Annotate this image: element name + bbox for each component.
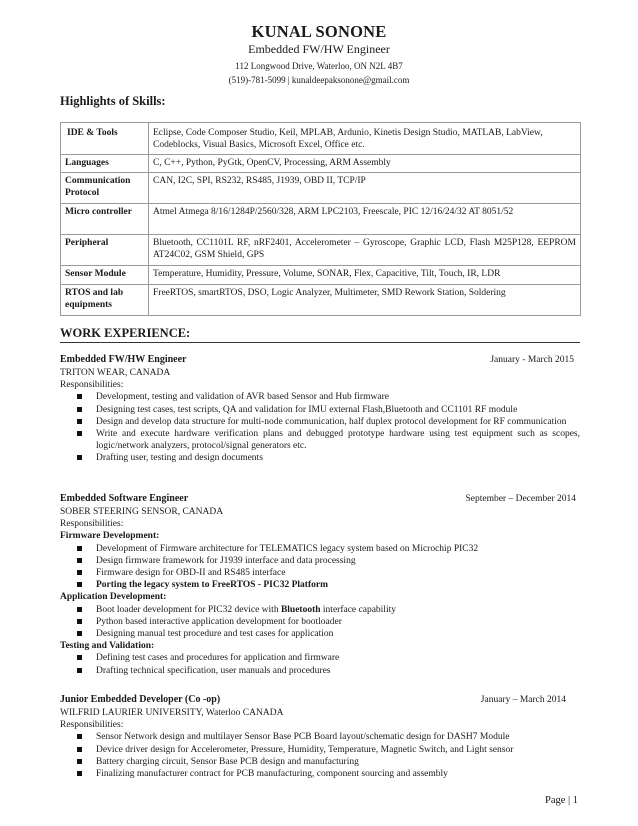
bullet-icon xyxy=(77,771,82,776)
section-divider xyxy=(60,342,580,343)
skills-row-value: C, C++, Python, PyGtk, OpenCV, Processing, ARM Assembly xyxy=(149,155,581,173)
list-item-text: Write and execute hardware verification plans and debugged prototype hardware using test equipment such as scopes, logic/network analyzers, protocol/signal generators etc. xyxy=(96,429,580,452)
job-organization: WILFRID LAURIER UNIVERSITY, Waterloo CANADA xyxy=(60,708,284,718)
job-header xyxy=(60,694,580,707)
bullet-icon xyxy=(77,570,82,575)
job-title: Embedded Software Engineer xyxy=(60,493,189,504)
list-item xyxy=(60,555,580,567)
list-item xyxy=(60,404,580,416)
skills-row-value: Bluetooth, CC1101L RF, nRF2401, Accelerometer – Gyroscope, Graphic LCD, Flash M25P128, EEPROM AT24C02, GSM Shield, GPS xyxy=(149,235,581,266)
responsibilities-label: Responsibilities: xyxy=(60,519,124,530)
firmware-development-heading: Firmware Development: xyxy=(60,531,160,542)
testing-validation-list xyxy=(60,652,580,676)
work-experience-heading: WORK EXPERIENCE: xyxy=(60,326,191,340)
list-item xyxy=(60,731,580,743)
list-item xyxy=(60,628,580,640)
list-item xyxy=(60,579,580,591)
skills-row-value: Temperature, Humidity, Pressure, Volume, SONAR, Flex, Capacitive, Tilt, Touch, IR, LDR xyxy=(149,266,581,285)
skills-row xyxy=(61,235,581,266)
bullet-icon xyxy=(77,431,82,436)
skills-row xyxy=(61,285,581,316)
list-item xyxy=(60,452,580,464)
bullet-icon xyxy=(77,558,82,563)
job-dates: September – December 2014 xyxy=(465,494,576,504)
responsibilities-label: Responsibilities: xyxy=(60,380,124,391)
bullet-icon xyxy=(77,455,82,460)
bullet-icon xyxy=(77,407,82,412)
list-item-text: Battery charging circuit, Sensor Base PCB design and manufacturing xyxy=(96,756,359,767)
skills-row-label: Languages xyxy=(61,155,149,173)
skills-row xyxy=(61,204,581,235)
list-item-text: Boot loader development for PIC32 device with xyxy=(96,604,281,615)
skills-row-value: FreeRTOS, smartRTOS, DSO, Logic Analyzer, Multimeter, SMD Rework Station, Soldering xyxy=(149,285,581,316)
list-item xyxy=(60,543,580,555)
resume-header xyxy=(0,22,638,86)
bullet-icon xyxy=(77,655,82,660)
list-item-text-bold: Bluetooth xyxy=(280,604,321,615)
list-item xyxy=(60,428,580,452)
list-item-text: Device driver design for Accelerometer, Pressure, Humidity, Temperature, Magnetic Switch, and Light sensor xyxy=(96,744,514,755)
bullet-icon xyxy=(77,394,82,399)
candidate-address: 112 Longwood Drive, Waterloo, ON N2L 4B7 xyxy=(235,61,403,71)
list-item-text: Defining test cases and procedures for application and firmware xyxy=(96,653,340,664)
bullet-icon xyxy=(77,759,82,764)
list-item-text: Development of Firmware architecture for TELEMATICS legacy system based on Microchip PIC32 xyxy=(96,543,479,554)
testing-validation-heading: Testing and Validation: xyxy=(60,641,155,652)
skills-row-label: IDE & Tools xyxy=(61,123,149,155)
list-item xyxy=(60,652,580,664)
job-title: Embedded FW/HW Engineer xyxy=(60,354,187,365)
application-development-heading: Application Development: xyxy=(60,592,167,603)
skills-row-label: Communication Protocol xyxy=(61,173,149,204)
job-organization: SOBER STEERING SENSOR, CANADA xyxy=(60,507,224,517)
bullet-icon xyxy=(77,582,82,587)
bullet-icon xyxy=(77,747,82,752)
list-item-text: Sensor Network design and multilayer Sensor Base PCB Board layout/schematic design for DASH7 Module xyxy=(96,732,510,743)
skills-heading: Highlights of Skills: xyxy=(60,94,166,108)
skills-row-label: RTOS and lab equipments xyxy=(61,285,149,316)
job-dates: January – March 2014 xyxy=(480,695,566,705)
list-item xyxy=(60,416,580,428)
skills-row-label: Peripheral xyxy=(61,235,149,266)
list-item-text: Firmware design for OBD-II and RS485 interface xyxy=(96,568,286,579)
list-item-text: Porting the legacy system to FreeRTOS - PIC32 Platform xyxy=(96,580,329,591)
responsibilities-list xyxy=(60,391,580,464)
skills-row-label: Micro controller xyxy=(61,204,149,235)
job-title: Junior Embedded Developer (Co -op) xyxy=(60,694,221,705)
job-header xyxy=(60,354,580,367)
skills-row-value: CAN, I2C, SPI, RS232, RS485, J1939, OBD II, TCP/IP xyxy=(149,173,581,204)
job-dates: January - March 2015 xyxy=(490,355,574,365)
list-item xyxy=(60,604,580,616)
list-item-text: Design and develop data structure for multi-node communication, half duplex protocol development for RF communication xyxy=(96,416,567,427)
responsibilities-list xyxy=(60,731,580,780)
job-triton-wear xyxy=(60,354,580,465)
bullet-icon xyxy=(77,734,82,739)
skills-row-value: Atmel Atmega 8/16/1284P/2560/328, ARM LPC2103, Freescale, PIC 12/16/24/32 AT 8051/52 xyxy=(149,204,581,235)
bullet-icon xyxy=(77,619,82,624)
list-item-text: Drafting user, testing and design documents xyxy=(96,453,263,464)
skills-row-value: Eclipse, Code Composer Studio, Keil, MPLAB, Ardunio, Kinetis Design Studio, MATLAB, LabView, Codeblocks, Visual Basics, Microsoft Excel, Office etc. xyxy=(149,123,581,155)
candidate-role: Embedded FW/HW Engineer xyxy=(248,42,390,56)
job-sober-steering xyxy=(60,493,580,677)
list-item-text: Finalizing manufacturer contract for PCB manufacturing, component sourcing and assembly xyxy=(96,769,448,780)
bullet-icon xyxy=(77,668,82,673)
page-number: Page | 1 xyxy=(544,795,578,806)
bullet-icon xyxy=(77,546,82,551)
list-item xyxy=(60,616,580,628)
list-item-text: interface capability xyxy=(320,604,396,615)
list-item xyxy=(60,756,580,768)
firmware-development-list xyxy=(60,543,580,592)
candidate-name: KUNAL SONONE xyxy=(251,22,387,41)
job-wilfrid-laurier xyxy=(60,694,580,780)
skills-table xyxy=(60,122,581,316)
job-header xyxy=(60,493,580,506)
list-item-text: Designing manual test procedure and test cases for application xyxy=(96,629,334,640)
list-item xyxy=(60,567,580,579)
skills-row xyxy=(61,155,581,173)
responsibilities-label: Responsibilities: xyxy=(60,720,124,731)
application-development-list xyxy=(60,604,580,641)
list-item xyxy=(60,768,580,780)
bullet-icon xyxy=(77,631,82,636)
list-item xyxy=(60,744,580,756)
candidate-contact: (519)-781-5099 | kunaldeepaksonone@gmail.com xyxy=(228,75,410,85)
bullet-icon xyxy=(77,607,82,612)
list-item xyxy=(60,665,580,677)
list-item-text: Design firmware framework for J1939 interface and data processing xyxy=(96,555,356,566)
skills-row xyxy=(61,266,581,285)
skills-row xyxy=(61,123,581,155)
skills-row xyxy=(61,173,581,204)
list-item xyxy=(60,391,580,403)
list-item-text: Development, testing and validation of AVR based Sensor and Hub firmware xyxy=(96,392,389,403)
list-item-text: Drafting technical specification, user manuals and procedures xyxy=(96,665,331,676)
list-item-text: Designing test cases, test scripts, QA and validation for IMU external Flash,Bluetooth and CC1101 RF module xyxy=(96,404,518,415)
skills-row-label: Sensor Module xyxy=(61,266,149,285)
bullet-icon xyxy=(77,419,82,424)
job-organization: TRITON WEAR, CANADA xyxy=(60,368,171,378)
list-item-text: Python based interactive application development for bootloader xyxy=(96,616,342,627)
